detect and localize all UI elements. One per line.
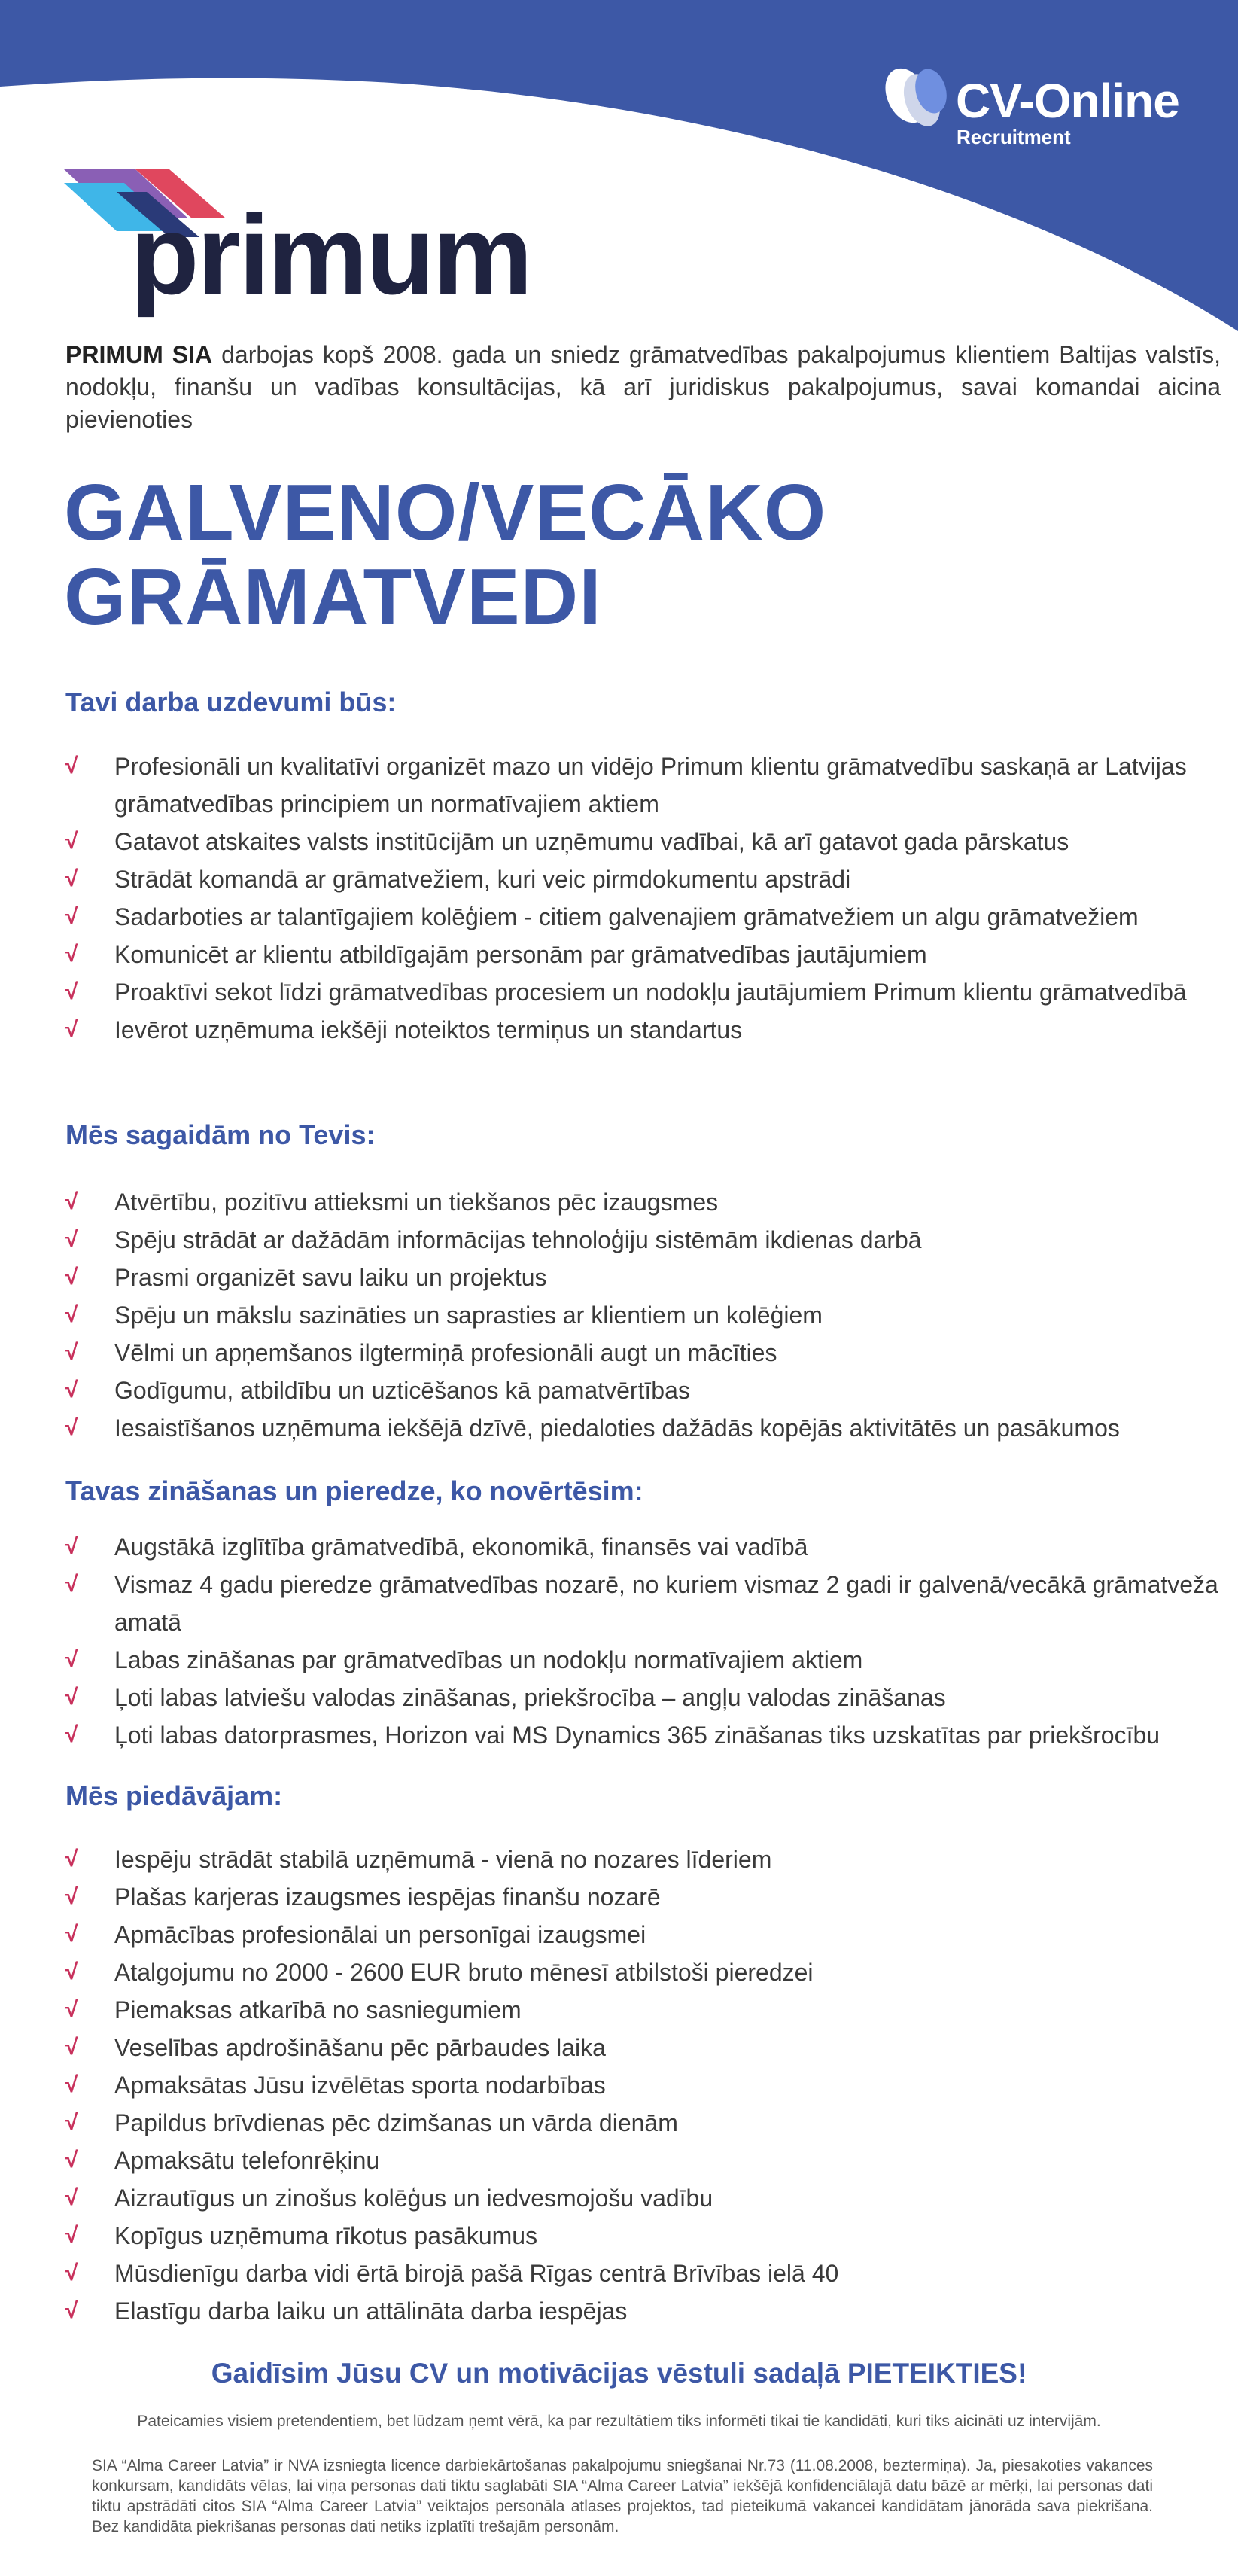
check-icon: √ — [65, 1415, 78, 1440]
check-icon: √ — [65, 1534, 78, 1559]
list-item: √ Ļoti labas latviešu valodas zināšanas, priekšrocība – angļu valodas zināšanas — [65, 1679, 1224, 1716]
job-title-line-2: GRĀMATVEDI — [64, 553, 602, 641]
check-icon: √ — [65, 1722, 78, 1747]
intro-paragraph — [65, 339, 1221, 436]
check-icon: √ — [65, 1685, 78, 1710]
cv-online-logo — [877, 56, 1193, 154]
check-icon: √ — [65, 2223, 78, 2248]
check-icon: √ — [65, 1647, 78, 1672]
list-item: √ Atvērtību, pozitīvu attieksmi un tiekšanos pēc izaugsmes — [65, 1183, 1224, 1221]
candidate-note: Pateicamies visiem pretendentiem, bet lūdzam ņemt vērā, ka par rezultātiem tiks informēti tikai tie kandidāti, kuri tiks aicināti uz intervijām. — [137, 2413, 1101, 2430]
check-icon: √ — [65, 904, 78, 929]
check-icon: √ — [65, 866, 78, 891]
list-item: √ Iespēju strādāt stabilā uzņēmumā - vienā no nozares līderiem — [65, 1841, 1224, 1878]
check-icon: √ — [65, 1959, 78, 1984]
list-item: √ Mūsdienīgu darba vidi ērtā birojā pašā Rīgas centrā Brīvības ielā 40 — [65, 2255, 1224, 2292]
check-icon: √ — [65, 1847, 78, 1871]
cv-online-sub: Recruitment — [957, 126, 1071, 148]
section-heading-expectations: Mēs sagaidām no Tevis: — [65, 1119, 376, 1150]
list-item: √ Apmaksātas Jūsu izvēlētas sporta nodarbības — [65, 2066, 1224, 2104]
cv-online-mark-icon — [877, 56, 960, 139]
list-item: √ Sadarboties ar talantīgajiem kolēģiem - citiem galvenajiem grāmatvežiem un algu grāmatvežiem — [65, 898, 1224, 936]
list-item: √ Aizrautīgus un zinošus kolēģus un iedvesmojošu vadību — [65, 2179, 1224, 2217]
list-item: √ Vismaz 4 gadu pieredze grāmatvedības nozarē, no kuriem vismaz 2 gadi ir galvenā/vecākā grāmatveža amatā — [65, 1566, 1224, 1641]
list-item: √ Piemaksas atkarībā no sasniegumiem — [65, 1991, 1224, 2029]
check-icon: √ — [65, 1265, 78, 1290]
check-icon: √ — [65, 1884, 78, 1909]
list-item: √ Elastīgu darba laiku un attālināta darba iespējas — [65, 2292, 1224, 2330]
check-icon: √ — [65, 942, 78, 967]
list-item: √ Spēju un mākslu sazināties un saprasties ar klientiem un kolēģiem — [65, 1296, 1224, 1334]
list-item: √ Kopīgus uzņēmuma rīkotus pasākumus — [65, 2217, 1224, 2255]
section-heading-experience: Tavas zināšanas un pieredze, ko novērtēsim: — [65, 1475, 643, 1506]
list-item: √ Profesionāli un kvalitatīvi organizēt mazo un vidējo Primum klientu grāmatvedību saskaņā ar Latvijas grāmatvedības principiem un normatīvajiem aktiem — [65, 748, 1224, 823]
check-icon: √ — [65, 829, 78, 854]
check-icon: √ — [65, 2072, 78, 2097]
job-title-line-1: GALVENO/VECĀKO — [64, 468, 827, 557]
apply-call-to-action: Gaidīsim Jūsu CV un motivācijas vēstuli sadaļā PIETEIKTIES! — [211, 2358, 1027, 2389]
list-item: √ Atalgojumu no 2000 - 2600 EUR bruto mēnesī atbilstoši pieredzei — [65, 1953, 1224, 1991]
check-icon: √ — [65, 2298, 78, 2323]
check-icon: √ — [65, 1922, 78, 1947]
experience-list — [65, 1528, 1224, 1754]
list-item: √ Vēlmi un apņemšanos ilgtermiņā profesionāli augt un mācīties — [65, 1334, 1224, 1372]
check-icon: √ — [65, 2185, 78, 2210]
section-heading-offer: Mēs piedāvājam: — [65, 1780, 283, 1811]
primum-wordmark: primum — [130, 191, 531, 318]
check-icon: √ — [65, 754, 78, 778]
check-icon: √ — [65, 1227, 78, 1252]
list-item: √ Labas zināšanas par grāmatvedības un nodokļu normatīvajiem aktiem — [65, 1641, 1224, 1679]
list-item: √ Apmaksātu telefonrēķinu — [65, 2142, 1224, 2179]
check-icon: √ — [65, 1017, 78, 1042]
list-item: √ Papildus brīvdienas pēc dzimšanas un vārda dienām — [65, 2104, 1224, 2142]
section-heading-tasks: Tavi darba uzdevumi būs: — [65, 687, 397, 717]
check-icon: √ — [65, 1302, 78, 1327]
intro-text: darbojas kopš 2008. gada un sniedz grāmatvedības pakalpojumus klientiem Baltijas valstīs, nodokļu, finanšu un vadības konsultācijas, kā arī juridiskus pakalpojumus, savai komandai aicina pievienoties — [65, 341, 1221, 433]
check-icon: √ — [65, 1189, 78, 1214]
list-item: √ Ievērot uzņēmuma iekšēji noteiktos termiņus un standartus — [65, 1011, 1224, 1049]
list-item: √ Iesaistīšanos uzņēmuma iekšējā dzīvē, piedaloties dažādās kopējās aktivitātēs un pasākumos — [65, 1409, 1224, 1447]
cv-online-brand: CV-Online — [956, 74, 1179, 128]
offer-list — [65, 1841, 1224, 2330]
check-icon: √ — [65, 2110, 78, 2135]
list-item: √ Veselības apdrošināšanu pēc pārbaudes laika — [65, 2029, 1224, 2066]
job-title — [64, 470, 1193, 639]
company-name: PRIMUM SIA — [65, 341, 213, 368]
check-icon: √ — [65, 1997, 78, 2022]
list-item: √ Godīgumu, atbildību un uzticēšanos kā pamatvērtības — [65, 1372, 1224, 1409]
list-item: √ Apmācības profesionālai un personīgai izaugsmei — [65, 1916, 1224, 1953]
check-icon: √ — [65, 1572, 78, 1597]
list-item: √ Proaktīvi sekot līdzi grāmatvedības procesiem un nodokļu jautājumiem Primum klientu grāmatvedībā — [65, 973, 1224, 1011]
check-icon: √ — [65, 979, 78, 1004]
list-item: √ Prasmi organizēt savu laiku un projektus — [65, 1259, 1224, 1296]
legal-notice: SIA “Alma Career Latvia” ir NVA izsniegta licence darbiekārtošanas pakalpojumu sniegšanai Nr.73 (11.08.2008, beztermiņa). Ja, piesakoties vakances konkursam, kandidāts vēlas, lai viņa personas dati tiktu saglabāti SIA “Alma Career Latvia” iekšējā konfidenciālajā datu bāzē ar mērķi, lai personas dati tiktu apstrādāti citos SIA “Alma Career Latvia” veiktajos personāla atlases projektos, tad pieteikumā vakancei kandidātam jānorāda sava piekrišana. Bez kandidāta piekrišanas personas dati netiks izplatīti trešajām personām. — [92, 2457, 1153, 2535]
list-item: √ Augstākā izglītība grāmatvedībā, ekonomikā, finansēs vai vadībā — [65, 1528, 1224, 1566]
expectations-list — [65, 1183, 1224, 1447]
list-item: √ Komunicēt ar klientu atbildīgajām personām par grāmatvedības jautājumiem — [65, 936, 1224, 973]
check-icon: √ — [65, 2148, 78, 2173]
check-icon: √ — [65, 1340, 78, 1365]
list-item: √ Plašas karjeras izaugsmes iespējas finanšu nozarē — [65, 1878, 1224, 1916]
list-item: √ Ļoti labas datorprasmes, Horizon vai MS Dynamics 365 zināšanas tiks uzskatītas par priekšrocību — [65, 1716, 1224, 1754]
primum-logo — [64, 162, 531, 318]
check-icon: √ — [65, 1378, 78, 1402]
list-item: √ Gatavot atskaites valsts institūcijām un uzņēmumu vadībai, kā arī gatavot gada pārskatus — [65, 823, 1224, 860]
check-icon: √ — [65, 2261, 78, 2285]
list-item: √ Spēju strādāt ar dažādām informācijas tehnoloģiju sistēmām ikdienas darbā — [65, 1221, 1224, 1259]
tasks-list — [65, 748, 1224, 1049]
check-icon: √ — [65, 2035, 78, 2060]
list-item: √ Strādāt komandā ar grāmatvežiem, kuri veic pirmdokumentu apstrādi — [65, 860, 1224, 898]
